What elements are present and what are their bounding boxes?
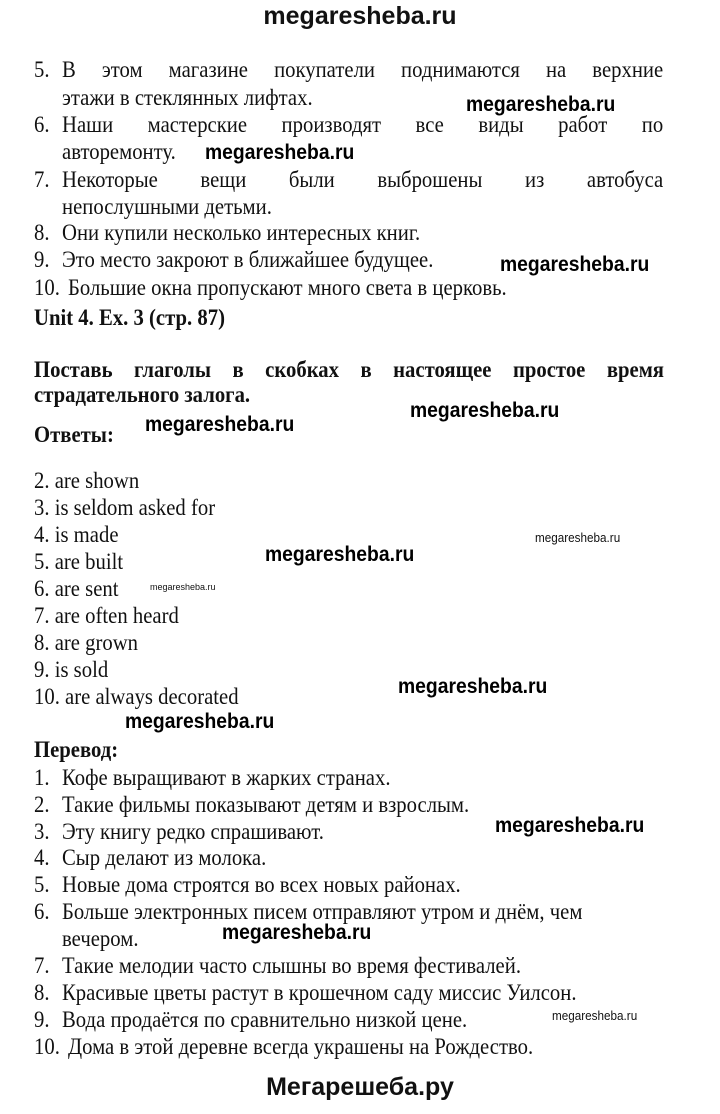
translation-number: 9. — [34, 1007, 50, 1032]
list-item-text: Они купили несколько интересных книг. — [62, 220, 421, 245]
translation-text: Вода продаётся по сравнительно низкой цене. — [62, 1007, 468, 1032]
list-item-number: 7. — [34, 167, 50, 192]
watermark: megaresheba.ru — [535, 530, 621, 545]
list-item-text: авторемонту. — [62, 139, 176, 164]
translation-number: 1. — [34, 765, 50, 790]
list-item-text: этажи в стеклянных лифтах. — [62, 85, 313, 110]
section-title: Unit 4. Ex. 3 (стр. 87) — [34, 305, 225, 330]
watermark: megaresheba.ru — [495, 814, 645, 837]
translation-number: 2. — [34, 792, 50, 817]
watermark: megaresheba.ru — [222, 921, 372, 944]
watermark: megaresheba.ru — [466, 93, 616, 116]
translation-number: 4. — [34, 845, 50, 870]
task-text: страдательного залога. — [34, 382, 251, 407]
translation-text: Больше электронных писем отправляют утром и днём, чем — [62, 899, 583, 924]
list-item-number: 5. — [34, 57, 50, 82]
translation-number: 7. — [34, 953, 50, 978]
list-item-number: 9. — [34, 247, 50, 272]
translation-text: Сыр делают из молока. — [62, 845, 267, 870]
watermark: megaresheba.ru — [265, 543, 415, 566]
watermark: megaresheba.ru — [500, 253, 650, 276]
site-footer: Мегарешеба.ру — [266, 1073, 454, 1101]
task-text: Поставь глаголы в скобках в настоящее простое время — [34, 357, 664, 382]
translation-number: 8. — [34, 980, 50, 1005]
translation-text: Новые дома строятся во всех новых районах. — [62, 872, 461, 897]
watermark: megaresheba.ru — [552, 1008, 638, 1023]
list-item-text: В этом магазине покупатели поднимаются на верхние — [62, 57, 664, 82]
list-item-text: Некоторые вещи были выброшены из автобуса — [62, 167, 664, 192]
translation-text: Кофе выращивают в жарких странах. — [62, 765, 391, 790]
answer-item: 9. is sold — [34, 657, 109, 682]
list-item-text: Наши мастерские производят все виды работ по — [62, 112, 664, 137]
answer-item: 6. are sent — [34, 576, 119, 601]
watermark: megaresheba.ru — [150, 582, 216, 592]
list-item-number: 8. — [34, 220, 50, 245]
translation-label: Перевод: — [34, 737, 119, 762]
answer-item: 5. are built — [34, 549, 124, 574]
answer-item: 10. are always decorated — [34, 684, 239, 709]
translation-number: 6. — [34, 899, 50, 924]
translation-number: 5. — [34, 872, 50, 897]
watermark: megaresheba.ru — [398, 675, 548, 698]
list-item-number: 10. — [34, 275, 60, 300]
translation-text: Такие мелодии часто слышны во время фестивалей. — [62, 953, 521, 978]
translation-number: 10. — [34, 1034, 60, 1059]
translation-text: Красивые цветы растут в крошечном саду миссис Уилсон. — [62, 980, 577, 1005]
answer-item: 4. is made — [34, 522, 119, 547]
list-item-text: непослушными детьми. — [62, 194, 272, 219]
translation-text: Эту книгу редко спрашивают. — [62, 819, 324, 844]
answers-label: Ответы: — [34, 422, 114, 447]
watermark: megaresheba.ru — [410, 399, 560, 422]
translation-text: Такие фильмы показывают детям и взрослым. — [62, 792, 470, 817]
translation-text: Дома в этой деревне всегда украшены на Рождество. — [68, 1034, 534, 1059]
answer-item: 7. are often heard — [34, 603, 179, 628]
answer-item: 3. is seldom asked for — [34, 495, 216, 520]
translation-text: вечером. — [62, 926, 139, 951]
list-item-text: Большие окна пропускают много света в церковь. — [68, 275, 507, 300]
answer-item: 8. are grown — [34, 630, 139, 655]
list-item-number: 6. — [34, 112, 50, 137]
translation-number: 3. — [34, 819, 50, 844]
site-header: megaresheba.ru — [263, 2, 457, 30]
watermark: megaresheba.ru — [145, 413, 295, 436]
watermark: megaresheba.ru — [205, 141, 355, 164]
watermark: megaresheba.ru — [125, 710, 275, 733]
list-item-text: Это место закроют в ближайшее будущее. — [62, 247, 434, 272]
answer-item: 2. are shown — [34, 468, 140, 493]
